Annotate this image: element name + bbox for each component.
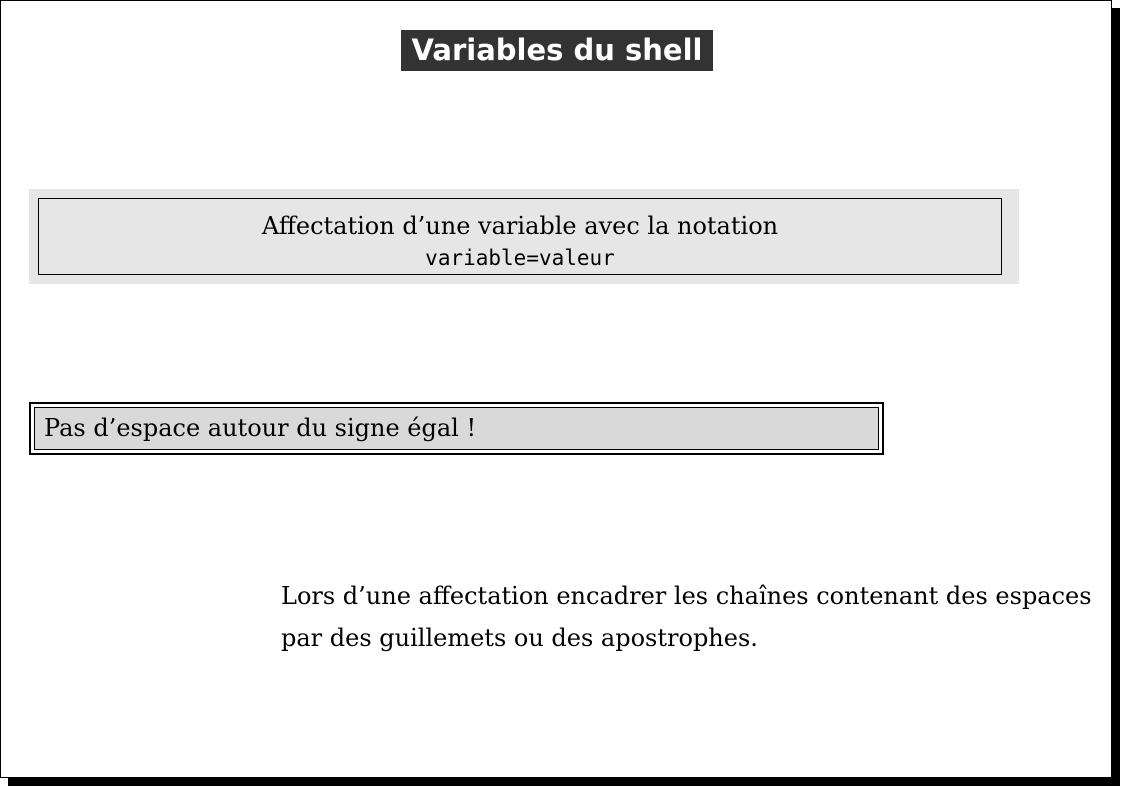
definition-frame — [38, 198, 1002, 275]
definition-text: Affectation d’une variable avec la notation — [261, 212, 779, 240]
definition-box — [29, 189, 1019, 284]
warning-box — [29, 402, 884, 455]
note-paragraph — [281, 575, 1092, 659]
warning-text: Pas d’espace autour du signe égal ! — [44, 414, 477, 442]
warning-frame — [34, 407, 879, 450]
slide-title: Variables du shell — [401, 30, 713, 71]
note-line-2: par des guillemets ou des apostrophes. — [281, 624, 758, 652]
note-line-1: Lors d’une affectation encadrer les chaînes contenant des espaces — [281, 582, 1092, 610]
definition-code: variable=valeur — [425, 246, 615, 270]
